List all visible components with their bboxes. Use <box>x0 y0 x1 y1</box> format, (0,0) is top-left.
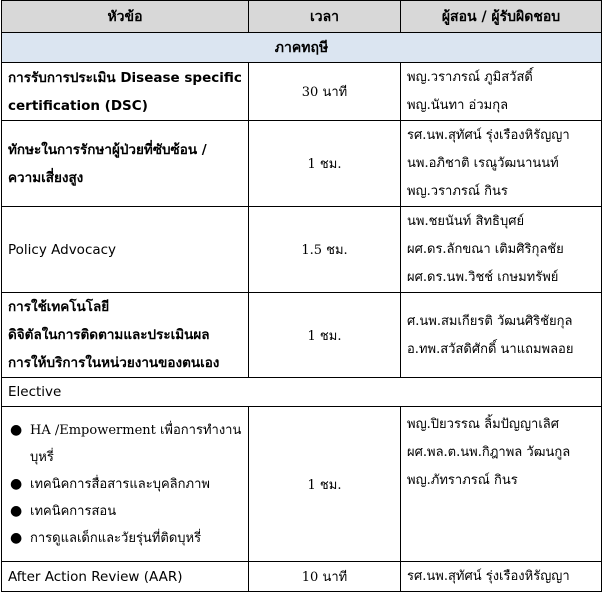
time-cell: 30 นาที <box>249 63 401 121</box>
header-speakers: ผู้สอน / ผู้รับผิดชอบ <box>401 1 602 33</box>
list-item <box>8 498 242 525</box>
topic-line: ความเสี่ยงสูง <box>8 169 84 186</box>
speaker-name: รศ.นพ.สุทัศน์ รุ่งเรืองหิรัญญา <box>407 569 570 584</box>
elective-list <box>8 417 242 552</box>
speakers-cell <box>401 207 602 293</box>
header-topic: หัวข้อ <box>2 1 249 33</box>
section-row <box>2 33 602 63</box>
speaker-name: นพ.อภิชาติ เรณูวัฒนานนท์ <box>407 156 559 171</box>
table-row <box>2 63 602 121</box>
speaker-name: ผศ.ดร.นพ.วิชช์ เกษมทรัพย์ <box>407 270 559 285</box>
speaker-name: พญ.วราภรณ์ ภูมิสวัสดิ์ <box>407 70 533 85</box>
list-item-line: การดูแลเด็กและวัยรุ่นที่ติดบุหรี่ <box>30 530 202 546</box>
list-item <box>8 417 242 471</box>
topic-line: After Action Review (AAR) <box>8 568 183 585</box>
speaker-name: พญ.ภัทราภรณ์ กินร <box>407 473 518 488</box>
bullet-icon: ● <box>10 502 23 519</box>
list-item-line: HA /Empowerment เพื่อการทำงาน <box>30 422 242 438</box>
table-row <box>2 407 602 562</box>
speaker-name: ผศ.ดร.ลักขณา เติมศิริกุลชัย <box>407 242 564 257</box>
time-cell: 1 ชม. <box>249 293 401 378</box>
list-item <box>8 525 242 552</box>
bullet-icon: ● <box>10 421 23 438</box>
elective-label: Elective <box>2 378 602 407</box>
topic-line: Policy Advocacy <box>8 241 117 258</box>
topic-cell <box>2 121 249 207</box>
bullet-icon: ● <box>10 475 23 492</box>
speaker-name: อ.ทพ.สวัสดิศักดิ์ นาแถมพลอย <box>407 341 574 357</box>
topic-line: ทักษะในการรักษาผู้ป่วยที่ซับซ้อน / <box>8 141 207 158</box>
speakers-cell <box>401 407 602 562</box>
list-item-line: บุหรี่ <box>30 449 54 465</box>
time-cell: 1 ชม. <box>249 121 401 207</box>
speakers-cell <box>401 562 602 592</box>
topic-line: การให้บริการในหน่วยงานของตนเอง <box>8 355 220 371</box>
list-item <box>8 471 242 498</box>
speaker-name: พญ.วราภรณ์ กินร <box>407 184 508 199</box>
speaker-name: ผศ.พล.ต.นพ.กิฎาพล วัฒนกูล <box>407 445 571 460</box>
time-cell: 1 ชม. <box>249 407 401 562</box>
speaker-name: พญ.นันทา อ่วมกุล <box>407 98 509 113</box>
speakers-cell <box>401 63 602 121</box>
speaker-name: ศ.นพ.สมเกียรติ วัฒนศิริชัยกุล <box>407 313 573 329</box>
topic-line: ดิจิตัลในการติดตามและประเมินผล <box>8 327 210 343</box>
speakers-cell <box>401 293 602 378</box>
section-theory: ภาคทฤษี <box>2 33 602 63</box>
topic-cell <box>2 63 249 121</box>
topic-cell <box>2 407 249 562</box>
table-row <box>2 562 602 592</box>
topic-cell <box>2 293 249 378</box>
bullet-icon: ● <box>10 529 23 546</box>
speaker-name: รศ.นพ.สุทัศน์ รุ่งเรืองหิรัญญา <box>407 128 570 143</box>
list-item-line: เทคนิคการสอน <box>30 503 117 519</box>
topic-cell <box>2 207 249 293</box>
speakers-cell <box>401 121 602 207</box>
topic-line: การรับการประเมิน Disease specific <box>8 69 242 86</box>
table-row <box>2 293 602 378</box>
list-item-line: เทคนิคการสื่อสารและบุคลิกภาพ <box>30 476 210 492</box>
topic-line: certification (DSC) <box>8 97 148 114</box>
table-row <box>2 207 602 293</box>
time-cell: 1.5 ชม. <box>249 207 401 293</box>
header-time: เวลา <box>249 1 401 33</box>
topic-line: การใช้เทคโนโลยี <box>8 299 110 315</box>
table-row <box>2 121 602 207</box>
topic-cell <box>2 562 249 592</box>
speaker-name: พญ.ปิยวรรณ ลิ้มปัญญาเลิศ <box>407 417 560 432</box>
schedule-table <box>1 0 602 592</box>
time-cell: 10 นาที <box>249 562 401 592</box>
speaker-name: นพ.ชยนันท์ สิทธิบุศย์ <box>407 214 525 229</box>
elective-row <box>2 378 602 407</box>
header-row <box>2 1 602 33</box>
